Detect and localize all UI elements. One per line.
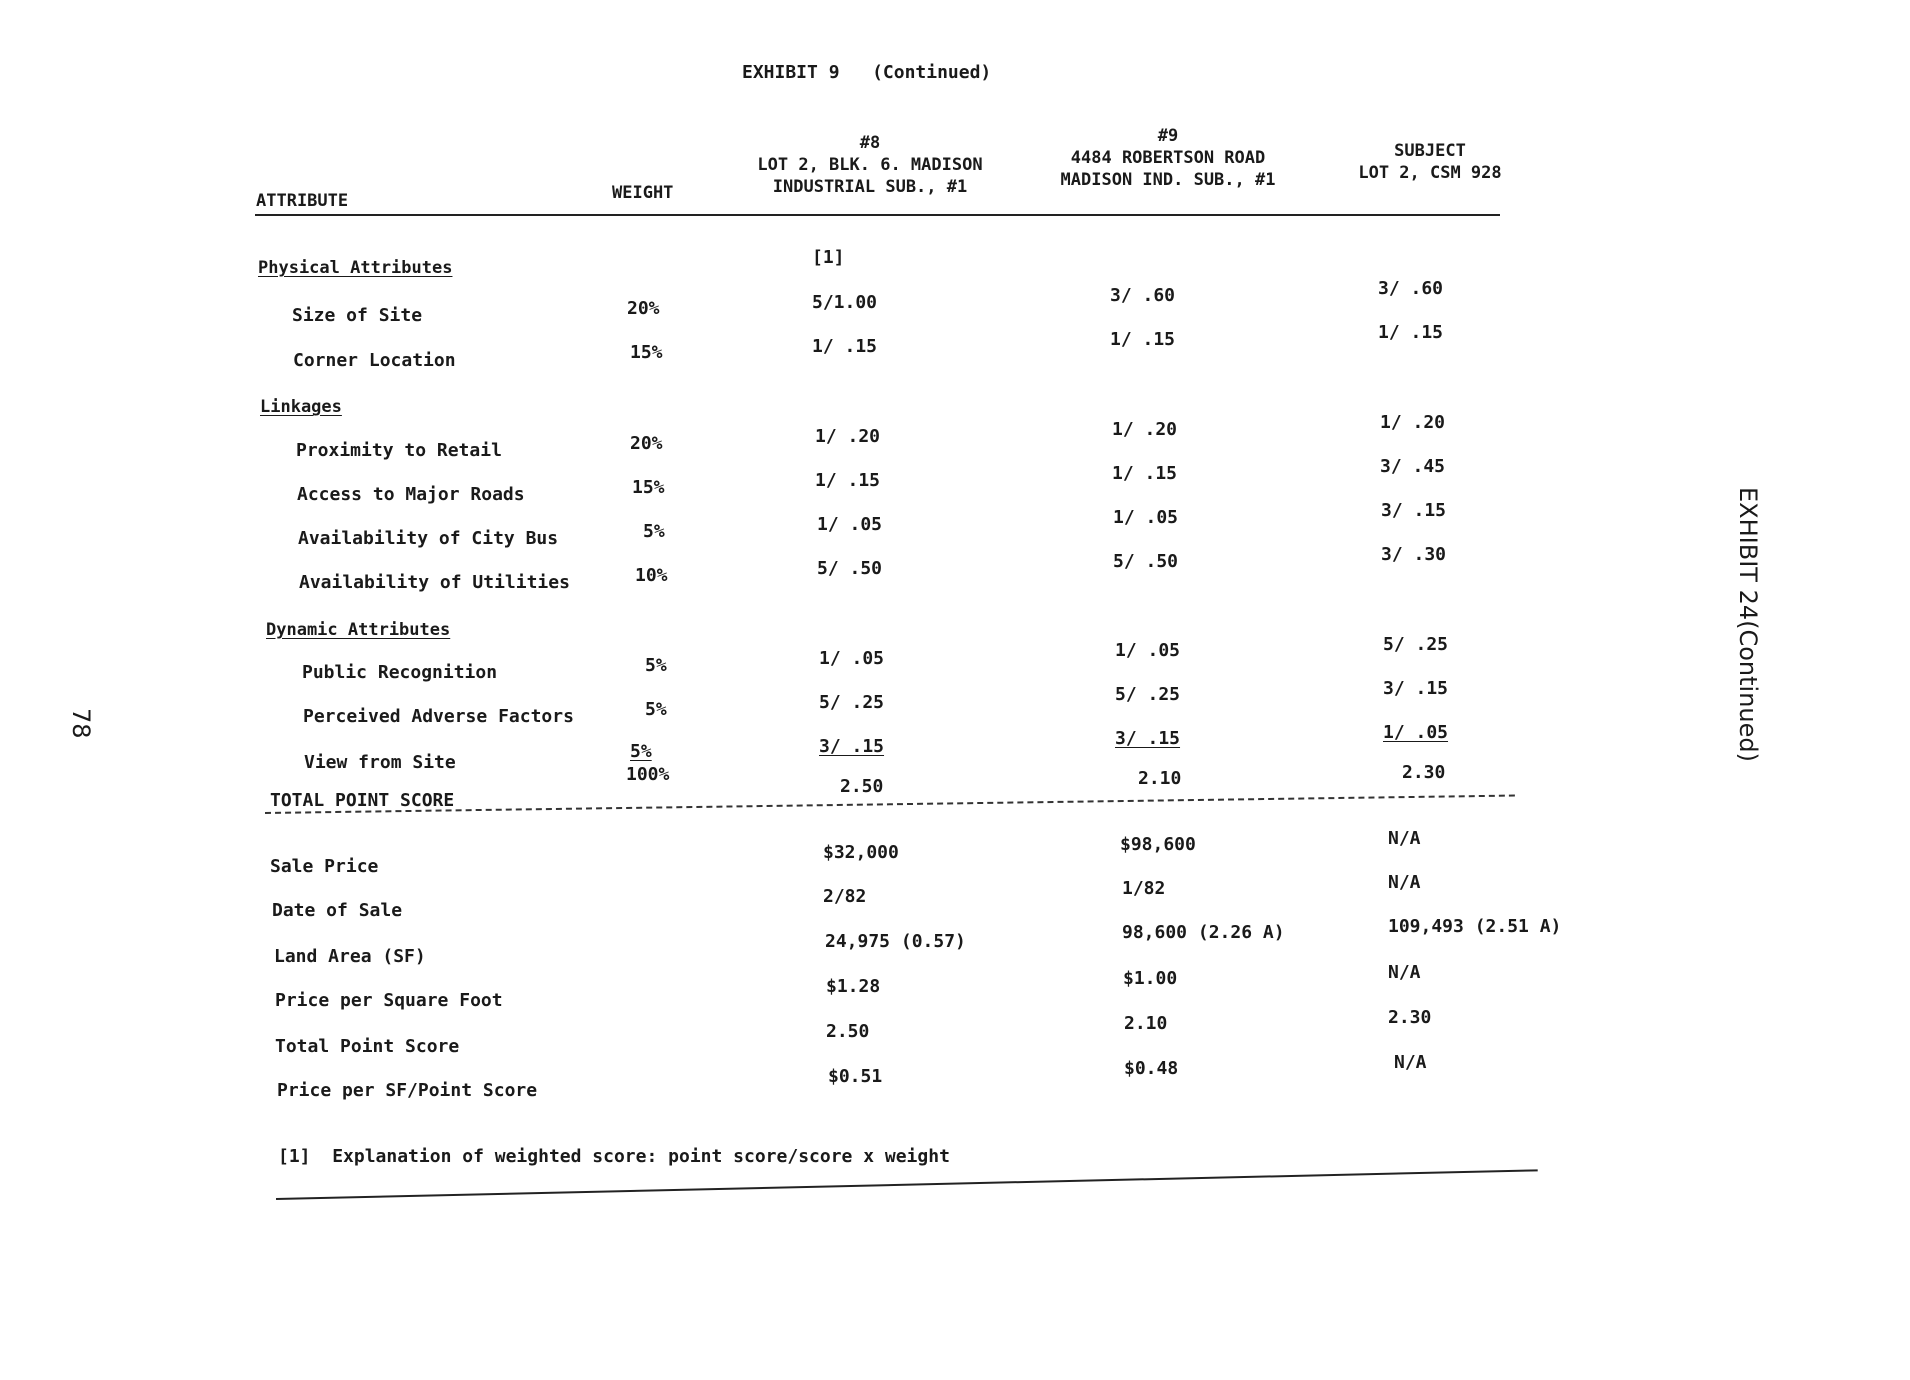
row-weight: 20%: [630, 433, 663, 454]
header-subject: [1330, 140, 1530, 184]
section-physical-attributes: Physical Attributes: [258, 258, 453, 278]
row-label: Availability of City Bus: [298, 528, 559, 549]
weight-total: 100%: [626, 764, 670, 785]
footnote-ref: [1]: [812, 247, 845, 268]
total-subject: 2.30: [1402, 762, 1446, 783]
row-weight: 20%: [627, 298, 660, 319]
header-comparable-9-line2: MADISON IND. SUB., #1: [1060, 170, 1276, 190]
sales-subject: N/A: [1388, 962, 1421, 983]
sales-c9: 98,600 (2.26 A): [1122, 922, 1285, 943]
row-weight: 5%: [643, 521, 665, 542]
row-label: Corner Location: [293, 350, 456, 371]
row-c9-score: 1/ .20: [1112, 419, 1178, 440]
row-c9-score: 1/ .15: [1112, 463, 1178, 484]
sales-c9: $1.00: [1123, 968, 1178, 989]
row-subject-score: 1/ .20: [1380, 412, 1446, 433]
header-subject-line2: LOT 2, CSM 928: [1358, 163, 1502, 183]
exhibit-qualifier: (Continued): [872, 62, 992, 83]
sales-subject: N/A: [1388, 828, 1421, 849]
header-comparable-9: [1033, 125, 1303, 191]
sales-label: Price per SF/Point Score: [277, 1080, 538, 1101]
row-c9-score: 1/ .15: [1110, 329, 1176, 350]
row-subject-score: 3/ .30: [1381, 544, 1447, 565]
sales-label: Date of Sale: [272, 900, 403, 921]
row-c8-score: 5/1.00: [812, 292, 878, 313]
row-subject-score: 3/ .15: [1383, 678, 1449, 699]
row-label: View from Site: [304, 752, 456, 773]
row-label: Availability of Utilities: [299, 572, 570, 593]
row-c9-score: 5/ .25: [1115, 684, 1181, 705]
sales-subject: 109,493 (2.51 A): [1388, 916, 1562, 937]
header-comparable-8: [735, 132, 1005, 198]
row-weight: 5%: [645, 699, 667, 720]
footnote-text: Explanation of weighted score: point score/score x weight: [332, 1146, 950, 1167]
row-c8-score: 3/ .15: [819, 736, 885, 757]
row-c8-score: 1/ .15: [815, 470, 881, 491]
footnote-marker: [1]: [278, 1146, 311, 1167]
row-subject-score: 3/ .45: [1380, 456, 1446, 477]
header-comparable-8-number: #8: [859, 133, 881, 153]
sales-label: Total Point Score: [275, 1036, 460, 1057]
row-c9-score: 3/ .60: [1110, 285, 1176, 306]
header-subject-line1: SUBJECT: [1394, 141, 1466, 161]
row-c9-score: 3/ .15: [1115, 728, 1181, 749]
exhibit-title: [742, 62, 991, 83]
sales-c9: $0.48: [1124, 1058, 1179, 1079]
sales-c8: 2/82: [823, 886, 867, 907]
header-comparable-9-line1: 4484 ROBERTSON ROAD: [1070, 148, 1266, 168]
sales-c9: 2.10: [1124, 1013, 1168, 1034]
row-c8-score: 1/ .15: [812, 336, 878, 357]
row-c8-score: 5/ .50: [817, 558, 883, 579]
row-c8-score: 1/ .20: [815, 426, 881, 447]
total-c9: 2.10: [1138, 768, 1182, 789]
sales-c9: 1/82: [1122, 878, 1166, 899]
total-label: TOTAL POINT SCORE: [270, 790, 455, 811]
sales-label: Price per Square Foot: [275, 990, 503, 1011]
row-weight: 10%: [635, 565, 668, 586]
row-weight: 5%: [645, 655, 667, 676]
header-attribute: ATTRIBUTE: [256, 191, 349, 211]
row-weight: 15%: [632, 477, 665, 498]
sales-c8: $1.28: [826, 976, 881, 997]
row-subject-score: 3/ .60: [1378, 278, 1444, 299]
sales-c8: 2.50: [826, 1021, 870, 1042]
sales-c8: $32,000: [823, 842, 899, 863]
row-c8-score: 5/ .25: [819, 692, 885, 713]
section-linkages: Linkages: [260, 397, 342, 417]
row-subject-score: 1/ .05: [1383, 722, 1449, 743]
header-rule: [255, 214, 1500, 216]
sales-label: Sale Price: [270, 856, 379, 877]
row-c8-score: 1/ .05: [817, 514, 883, 535]
sales-c9: $98,600: [1120, 834, 1196, 855]
page-number: 78: [67, 708, 95, 739]
row-label: Proximity to Retail: [296, 440, 502, 461]
row-weight: 5%: [630, 741, 652, 762]
row-label: Size of Site: [292, 305, 423, 326]
row-subject-score: 5/ .25: [1383, 634, 1449, 655]
footnote: [278, 1146, 950, 1167]
sales-label: Land Area (SF): [274, 946, 426, 967]
row-c8-score: 1/ .05: [819, 648, 885, 669]
header-comparable-8-line2: INDUSTRIAL SUB., #1: [772, 177, 968, 197]
header-comparable-8-line1: LOT 2, BLK. 6. MADISON: [757, 155, 983, 175]
exhibit-number: EXHIBIT 9: [742, 62, 840, 83]
side-exhibit-label: EXHIBIT 24(Continued): [1734, 487, 1762, 762]
sales-subject: N/A: [1388, 872, 1421, 893]
section-dynamic-attributes: Dynamic Attributes: [266, 620, 451, 640]
row-c9-score: 1/ .05: [1115, 640, 1181, 661]
header-comparable-9-number: #9: [1157, 126, 1179, 146]
row-label: Public Recognition: [302, 662, 498, 683]
row-weight: 15%: [630, 342, 663, 363]
row-subject-score: 3/ .15: [1381, 500, 1447, 521]
sales-c8: 24,975 (0.57): [825, 931, 966, 952]
row-c9-score: 1/ .05: [1113, 507, 1179, 528]
row-c9-score: 5/ .50: [1113, 551, 1179, 572]
header-weight: WEIGHT: [612, 183, 674, 203]
sales-subject: 2.30: [1388, 1007, 1432, 1028]
total-c8: 2.50: [840, 776, 884, 797]
row-label: Perceived Adverse Factors: [303, 706, 574, 727]
row-subject-score: 1/ .15: [1378, 322, 1444, 343]
sales-c8: $0.51: [828, 1066, 883, 1087]
sales-subject: N/A: [1394, 1052, 1427, 1073]
bottom-rule: [276, 1169, 1538, 1200]
row-label: Access to Major Roads: [297, 484, 525, 505]
